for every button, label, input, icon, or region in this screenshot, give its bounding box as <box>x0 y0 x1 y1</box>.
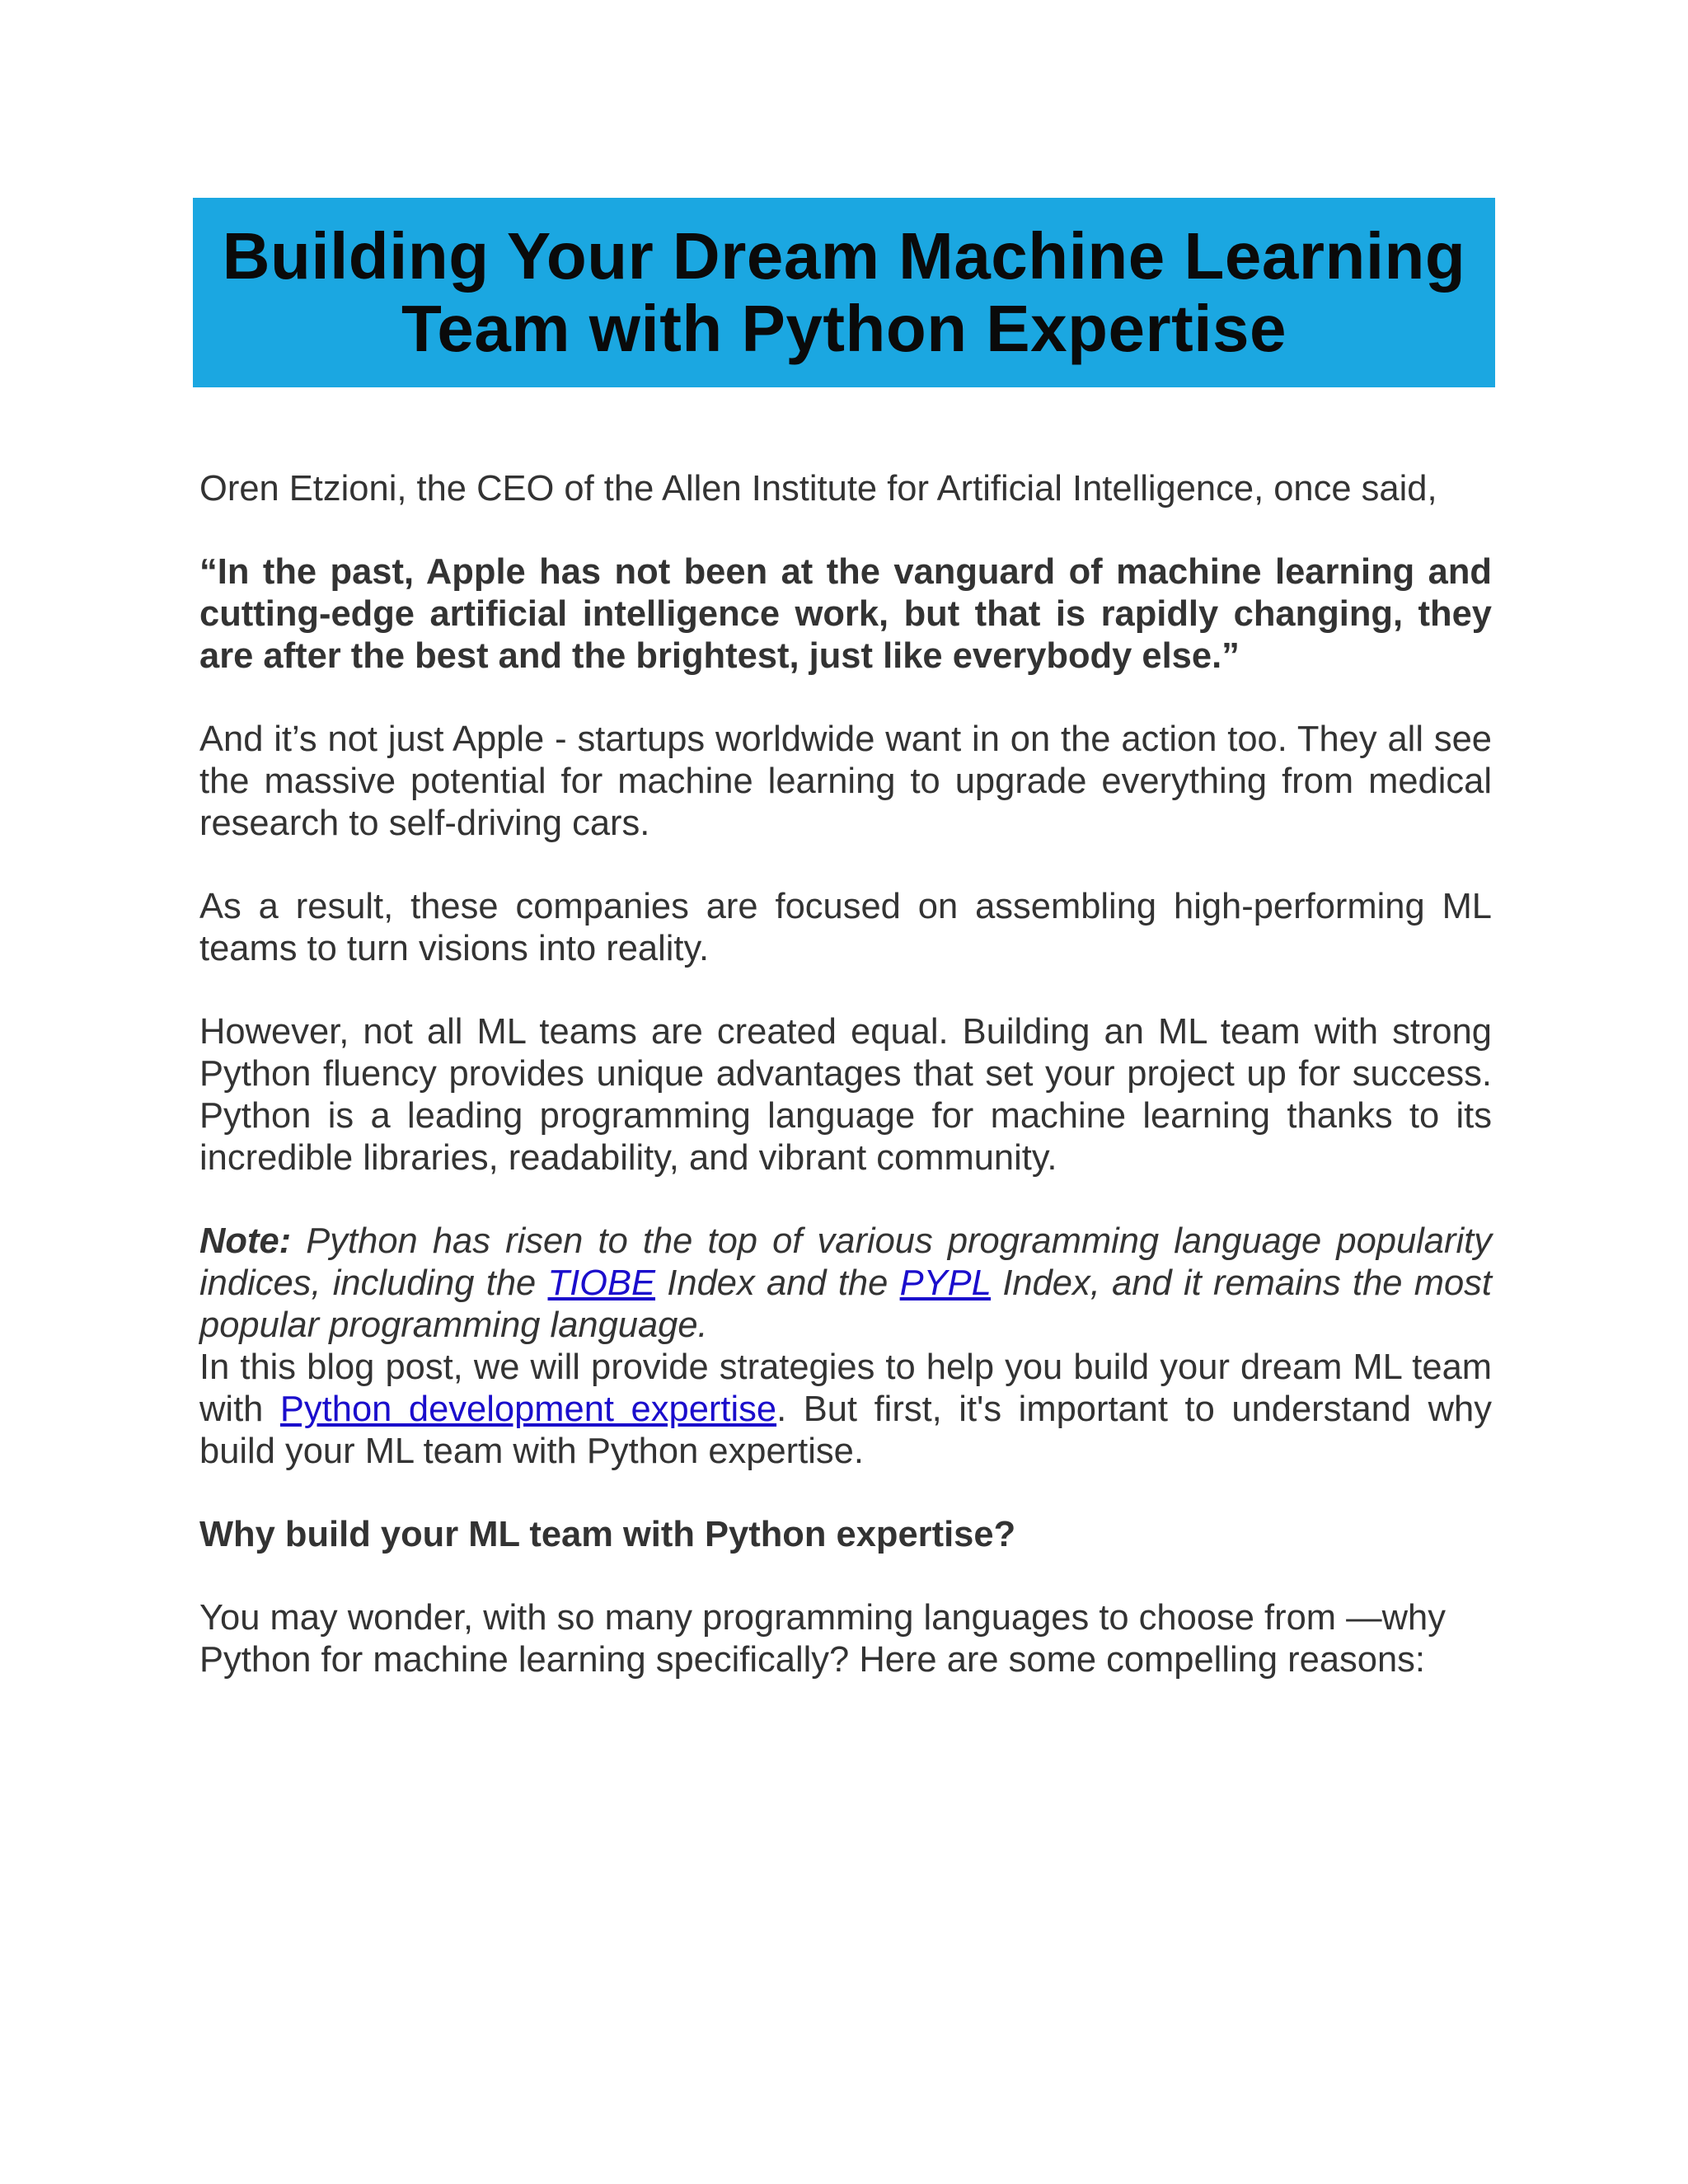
article-body <box>199 468 1492 1681</box>
page-title: Building Your Dream Machine Learning Team with Python Expertise <box>222 219 1466 365</box>
note-text-2: Index and the <box>655 1263 900 1303</box>
note-paragraph <box>199 1221 1492 1347</box>
pypl-link[interactable]: PYPL <box>899 1263 992 1303</box>
why-heading: Why build your ML team with Python expertise? <box>199 1515 1016 1554</box>
python-development-link[interactable]: Python development expertise <box>279 1390 777 1429</box>
apple-paragraph: And it’s not just Apple - startups worldwide want in on the action too. They all see the massive potential for machine learning to upgrade everything from medical research to self-driving cars. <box>199 719 1492 843</box>
however-paragraph: However, not all ML teams are created equal. Building an ML team with strong Python fluency provides unique advantages that set your project up for success. Python is a leading programming language for machine learning thanks to its incredible libraries, readability, and vibrant community. <box>199 1012 1492 1178</box>
blog-text-1: In this blog post, we will provide strategies to help you build your dream ML team with <box>199 1347 1492 1429</box>
note-text-3: Index, and it remains the most popular programming language. <box>199 1263 1492 1345</box>
tiobe-link[interactable]: TIOBE <box>547 1263 656 1303</box>
blog-text-2: . But first, it's important to understand why build your ML team with Python expertise. <box>199 1390 1492 1471</box>
title-banner <box>193 198 1495 387</box>
intro-paragraph: Oren Etzioni, the CEO of the Allen Institute for Artificial Intelligence, once said, <box>199 469 1437 509</box>
blog-paragraph <box>199 1347 1492 1473</box>
why-paragraph: You may wonder, with so many programming languages to choose from —why Python for machine learning specifically? Here are some compelling reasons: <box>199 1598 1446 1680</box>
quote-paragraph: “In the past, Apple has not been at the vanguard of machine learning and cutting-edge artificial intelligence work, but that is rapidly changing, they are after the best and the brightest, just like everybody else.” <box>199 552 1492 676</box>
result-paragraph: As a result, these companies are focused on assembling high-performing ML teams to turn visions into reality. <box>199 887 1492 968</box>
note-text-1: Python has risen to the top of various programming language popularity indices, including the <box>199 1221 1492 1303</box>
note-label: Note: <box>199 1221 292 1261</box>
